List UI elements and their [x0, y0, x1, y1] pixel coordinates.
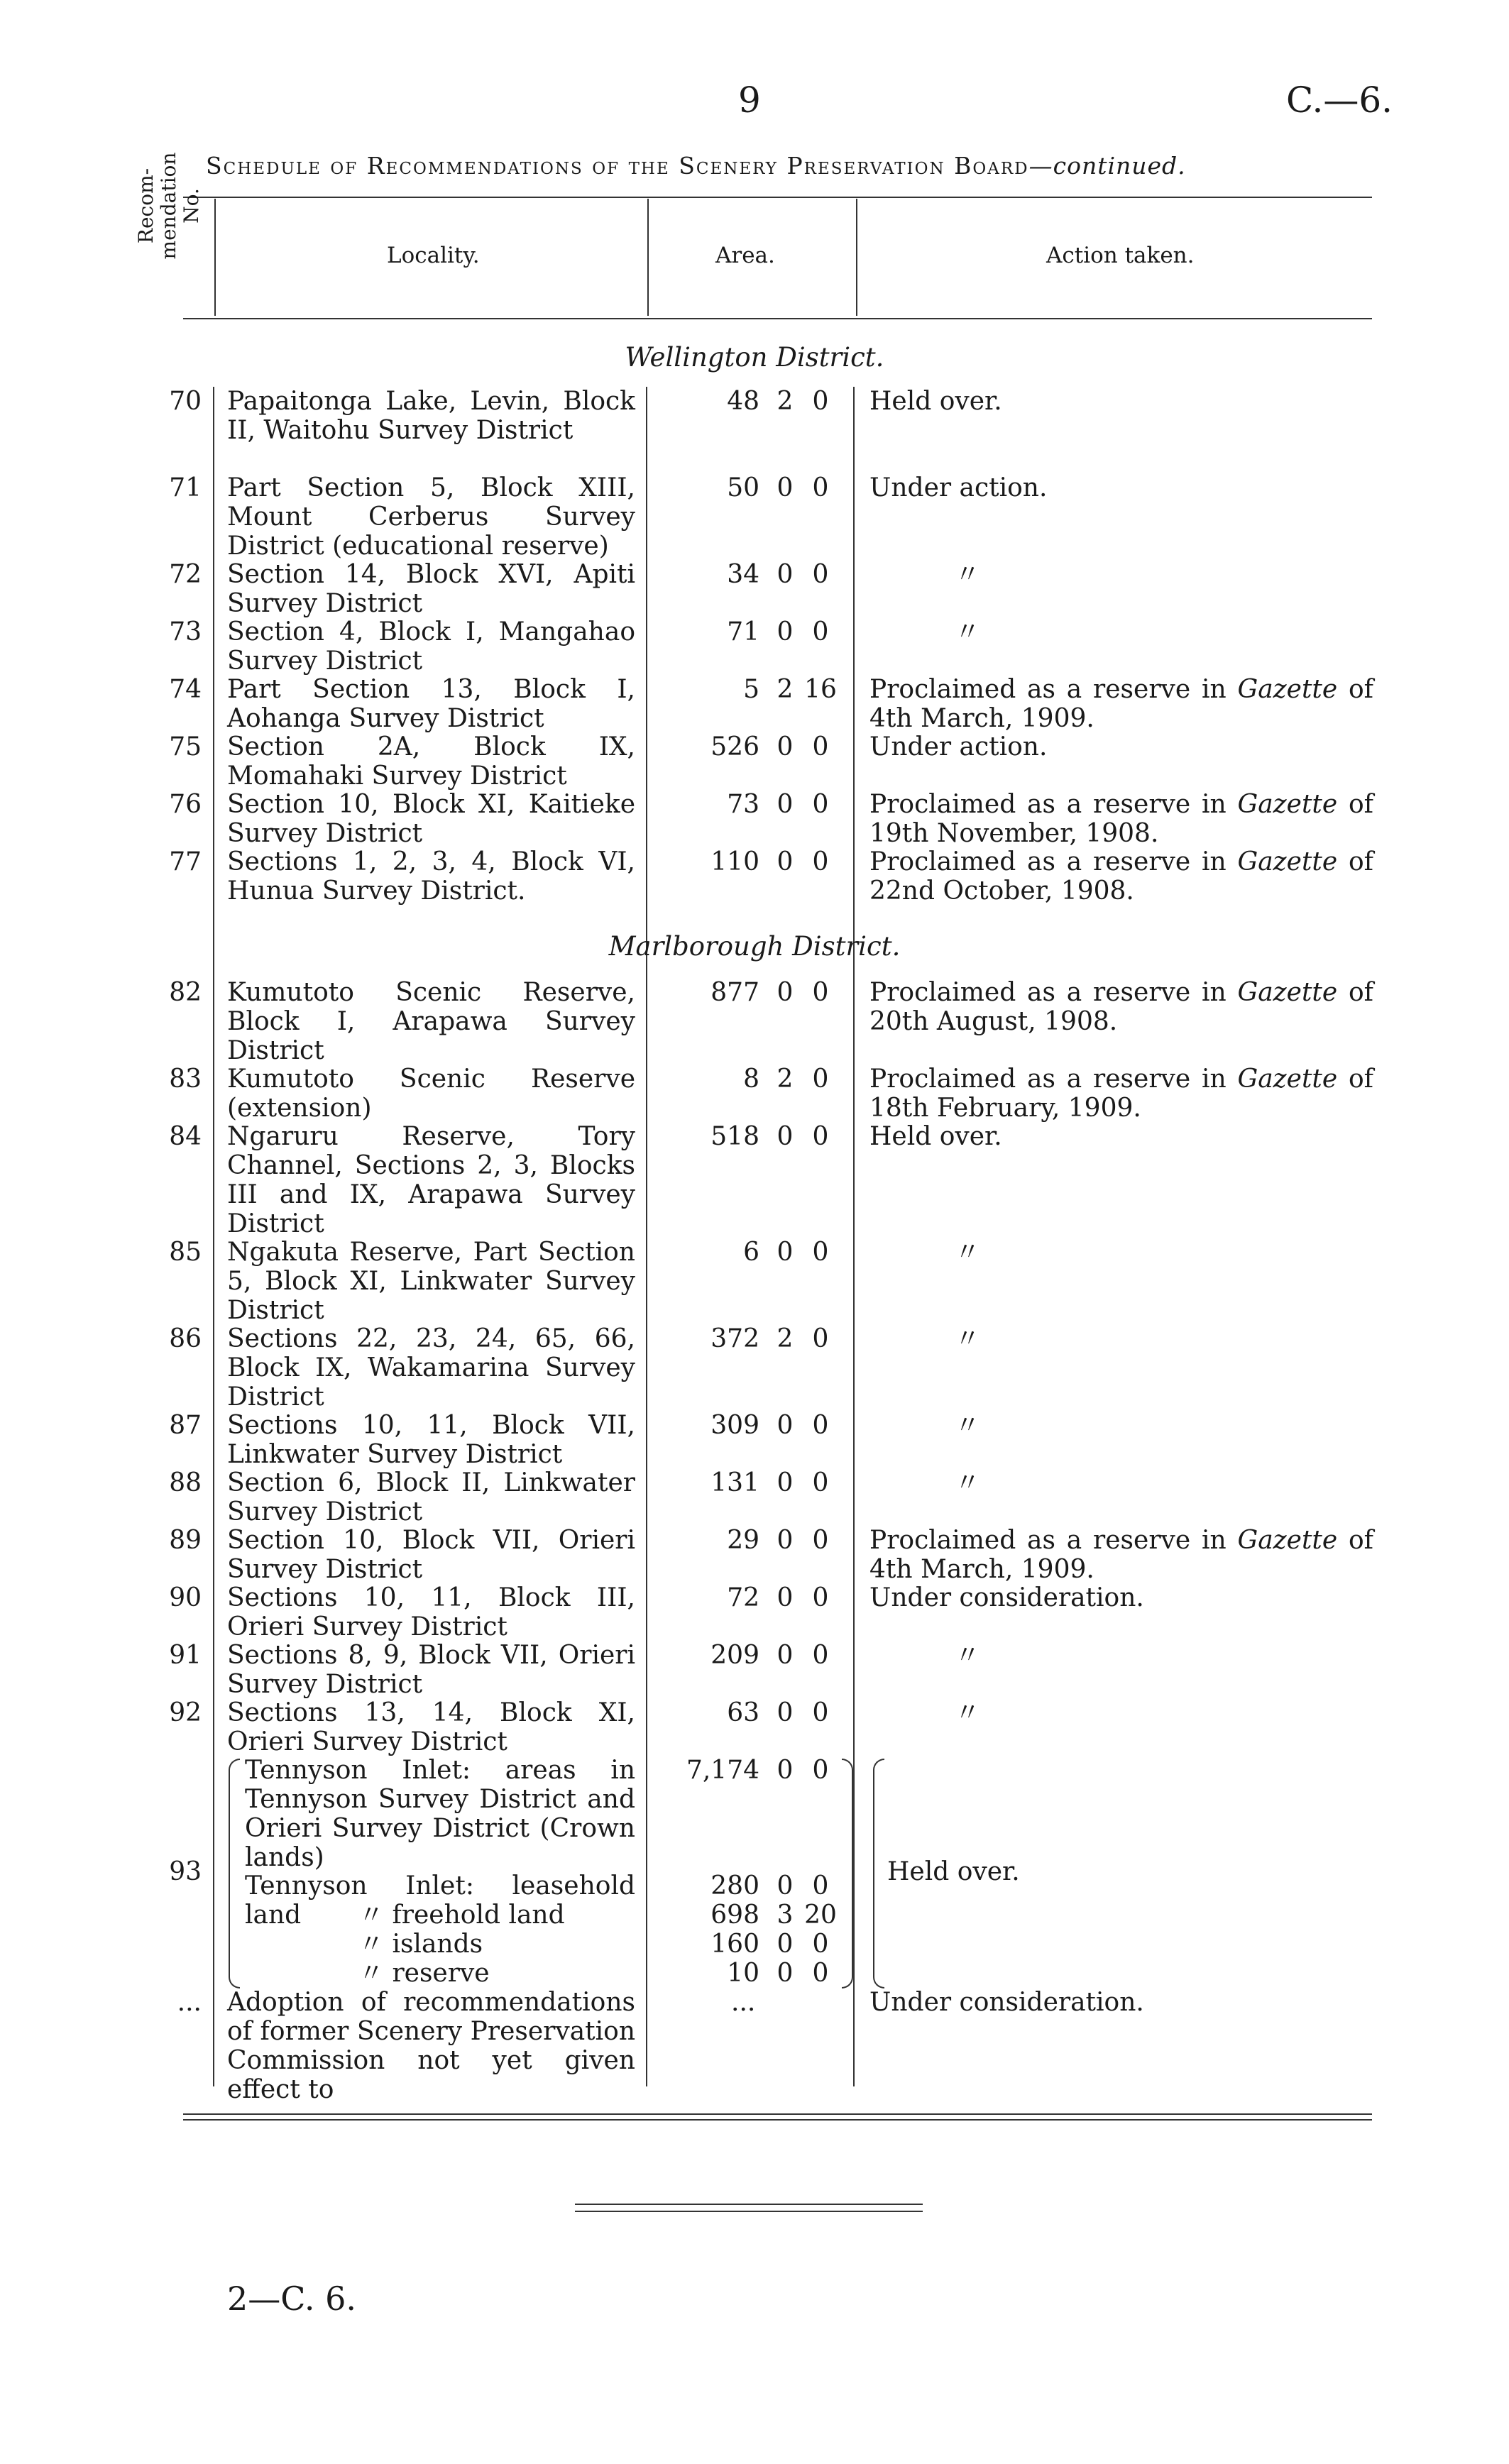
recommendation-number: 76: [169, 790, 202, 819]
area-perches: 0: [812, 617, 829, 647]
area-roods: 2: [777, 387, 794, 416]
locality: Sections 13, 14, Block XI, Orieri Survey District: [227, 1698, 635, 1756]
area-acres: 71: [727, 617, 759, 647]
locality: Section 10, Block VII, Orieri Survey District: [227, 1526, 635, 1584]
recommendation-number: 70: [169, 387, 202, 416]
area-perches: 0: [812, 1324, 829, 1353]
locality: Papaitonga Lake, Levin, Block II, Waitohu Survey District: [227, 387, 635, 445]
locality: Sections 10, 11, Block III, Orieri Survey District: [227, 1583, 635, 1641]
area-acres: 34: [727, 560, 759, 589]
area-perches: 0: [812, 1065, 829, 1094]
area-roods: 0: [777, 1526, 794, 1555]
action-taken: 〃: [955, 1411, 981, 1440]
area-acres: 209: [710, 1641, 759, 1670]
area-perches: 20: [804, 1901, 837, 1930]
area-roods: 0: [777, 1468, 794, 1497]
action-taken: Held over.: [869, 1122, 1002, 1151]
area-roods: 2: [777, 1324, 794, 1353]
locality: Part Section 13, Block I, Aohanga Survey District: [227, 675, 635, 733]
area-perches: 0: [812, 978, 829, 1007]
recommendation-number: 92: [169, 1698, 202, 1727]
action-taken: 〃: [955, 617, 981, 647]
col-header-area: Area.: [715, 243, 775, 268]
action-taken: Proclaimed as a reserve in Gazette of 20th August, 1908.: [869, 978, 1373, 1036]
recommendation-number: 71: [169, 473, 202, 502]
recommendation-number: 88: [169, 1468, 202, 1497]
area-acres: 48: [727, 387, 759, 416]
area-acres: 7,174: [686, 1756, 759, 1785]
title-continued: —continued.: [1028, 152, 1186, 180]
recommendation-number: 83: [169, 1065, 202, 1094]
locality: Section 14, Block XVI, Apiti Survey District: [227, 560, 635, 618]
end-rule: [575, 2211, 923, 2212]
area-perches: 0: [812, 847, 829, 876]
body-divider: [853, 387, 855, 2086]
area-roods: 0: [777, 1756, 794, 1785]
area-acres: 877: [710, 978, 759, 1007]
area-roods: 2: [777, 1065, 794, 1094]
locality: Tennyson Inlet: leasehold land: [245, 1871, 635, 1930]
gazette-ref: Gazette: [1237, 978, 1338, 1007]
area-perches: 0: [812, 1411, 829, 1440]
area-acres: 29: [727, 1526, 759, 1555]
locality: Kumutoto Scenic Reserve (extension): [227, 1065, 635, 1123]
sheet-signature: 2—C. 6.: [227, 2279, 356, 2318]
action-brace: [873, 1759, 884, 1989]
area-perches: 0: [812, 1930, 829, 1959]
area-acres: 50: [727, 473, 759, 502]
area-perches: 0: [812, 1526, 829, 1555]
col-header-no: Recom-mendation No.: [134, 152, 203, 260]
area-roods: 0: [777, 1959, 794, 1988]
action-taken: Under consideration.: [869, 1988, 1144, 2017]
area-perches: 0: [812, 1756, 829, 1785]
area-acres: 309: [710, 1411, 759, 1440]
col-header-action: Action taken.: [1046, 243, 1195, 268]
locality: Ngakuta Reserve, Part Section 5, Block XI, Linkwater Survey District: [227, 1238, 635, 1325]
area-roods: 0: [777, 1411, 794, 1440]
area-roods: 0: [777, 732, 794, 761]
area-perches: 0: [812, 1122, 829, 1151]
area-acres: 72: [727, 1583, 759, 1612]
locality: 〃 freehold land: [358, 1901, 565, 1930]
action-taken: Under action.: [869, 473, 1048, 502]
area-roods: 0: [777, 847, 794, 876]
locality-brace: [229, 1759, 240, 1989]
area-acres: 280: [710, 1871, 759, 1901]
district-heading: Wellington District.: [625, 342, 884, 373]
area-roods: 0: [777, 617, 794, 647]
header-bottom-rule: [183, 318, 1372, 319]
area-acres: 698: [710, 1901, 759, 1930]
district-heading: Marlborough District.: [608, 931, 901, 962]
action-taken: Proclaimed as a reserve in Gazette of 19th November, 1908.: [869, 790, 1373, 848]
area-perches: 0: [812, 790, 829, 819]
locality: Part Section 5, Block XIII, Mount Cerberus Survey District (educational reserve): [227, 473, 635, 561]
area-roods: 0: [777, 1930, 794, 1959]
recommendation-number: ...: [177, 1988, 202, 2017]
area-acres: 518: [710, 1122, 759, 1151]
recommendation-number: 75: [169, 732, 202, 761]
area-roods: 0: [777, 1122, 794, 1151]
header-divider: [214, 199, 216, 316]
area-acres: 73: [727, 790, 759, 819]
locality: Sections 22, 23, 24, 65, 66, Block IX, Wakamarina Survey District: [227, 1324, 635, 1412]
recommendation-number: 84: [169, 1122, 202, 1151]
area-perches: 0: [812, 1468, 829, 1497]
area-roods: 0: [777, 1698, 794, 1727]
area-acres: 160: [710, 1930, 759, 1959]
table-bottom-rule: [183, 2113, 1372, 2115]
area-perches: 0: [812, 1959, 829, 1988]
area-perches: 0: [812, 560, 829, 589]
area-perches: 0: [812, 473, 829, 502]
table-top-rule: [183, 197, 1372, 198]
area-roods: 0: [777, 560, 794, 589]
area-acres: 110: [710, 847, 759, 876]
area-roods: 0: [777, 978, 794, 1007]
recommendation-number: 72: [169, 560, 202, 589]
area-roods: 0: [777, 473, 794, 502]
action-taken: 〃: [955, 1238, 981, 1267]
area-acres: 5: [743, 675, 759, 704]
header-divider: [647, 199, 649, 316]
locality: Section 4, Block I, Mangahao Survey District: [227, 617, 635, 676]
area-roods: 0: [777, 790, 794, 819]
area-acres: 8: [743, 1065, 759, 1094]
area-acres: 63: [727, 1698, 759, 1727]
locality: Ngaruru Reserve, Tory Channel, Sections 2, 3, Blocks III and IX, Arapawa Survey District: [227, 1122, 635, 1238]
action-taken: Proclaimed as a reserve in Gazette of 22nd October, 1908.: [869, 847, 1373, 906]
locality: Sections 10, 11, Block VII, Linkwater Survey District: [227, 1411, 635, 1469]
area-perches: 0: [812, 1698, 829, 1727]
action-taken: 〃: [955, 1698, 981, 1727]
action-taken: Under consideration.: [869, 1583, 1144, 1612]
recommendation-number: 87: [169, 1411, 202, 1440]
recommendation-number: 85: [169, 1238, 202, 1267]
area-roods: 0: [777, 1871, 794, 1901]
gazette-ref: Gazette: [1237, 1526, 1338, 1555]
recommendation-number: 73: [169, 617, 202, 647]
locality: Tennyson Inlet: areas in Tennyson Survey District and Orieri Survey District (Crown lands): [245, 1756, 635, 1872]
document-code: C.—6.: [1286, 79, 1393, 121]
locality: 〃 islands: [358, 1930, 483, 1959]
area-roods: 2: [777, 675, 794, 704]
action-taken: 〃: [955, 1641, 981, 1670]
locality: Adoption of recommendations of former Scenery Preservation Commission not yet given effect to: [227, 1988, 635, 2104]
header-divider: [856, 199, 857, 316]
area-acres: 6: [743, 1238, 759, 1267]
area-brace: [842, 1759, 853, 1989]
area-acres: 372: [710, 1324, 759, 1353]
gazette-ref: Gazette: [1237, 1065, 1338, 1094]
action-taken: Held over.: [869, 387, 1002, 416]
action-taken: Under action.: [869, 732, 1048, 761]
recommendation-number: 86: [169, 1324, 202, 1353]
area-perches: 16: [804, 675, 837, 704]
gazette-ref: Gazette: [1237, 790, 1338, 819]
area-perches: 0: [812, 387, 829, 416]
locality: Section 6, Block II, Linkwater Survey District: [227, 1468, 635, 1527]
table-bottom-rule: [183, 2119, 1372, 2121]
end-rule: [575, 2204, 923, 2205]
area-roods: 0: [777, 1641, 794, 1670]
locality: Sections 1, 2, 3, 4, Block VI, Hunua Survey District.: [227, 847, 635, 906]
locality: Kumutoto Scenic Reserve, Block I, Arapawa Survey District: [227, 978, 635, 1065]
action-taken: Proclaimed as a reserve in Gazette of 4th March, 1909.: [869, 1526, 1373, 1584]
recommendation-number: 74: [169, 675, 202, 704]
area-acres: 131: [710, 1468, 759, 1497]
locality: 〃 reserve: [358, 1959, 490, 1988]
area-roods: 3: [777, 1901, 794, 1930]
body-divider: [213, 387, 214, 2086]
page-number: 9: [738, 79, 761, 121]
recommendation-number: 77: [169, 847, 202, 876]
gazette-ref: Gazette: [1237, 675, 1338, 704]
action-taken: 〃: [955, 1324, 981, 1353]
recommendation-number: 82: [169, 978, 202, 1007]
area-perches: 0: [812, 1238, 829, 1267]
action-taken: 〃: [955, 1468, 981, 1497]
gazette-ref: Gazette: [1237, 847, 1338, 876]
recommendation-number: 93: [169, 1857, 202, 1886]
area-perches: 0: [812, 1871, 829, 1901]
area-perches: 0: [812, 1583, 829, 1612]
recommendation-number: 89: [169, 1526, 202, 1555]
action-taken: Held over.: [887, 1857, 1020, 1886]
page-title: [206, 152, 1186, 180]
recommendation-number: 91: [169, 1641, 202, 1670]
col-header-locality: Locality.: [387, 243, 480, 268]
area-value: ...: [731, 1988, 756, 2017]
locality: Section 10, Block XI, Kaitieke Survey District: [227, 790, 635, 848]
recommendation-number: 90: [169, 1583, 202, 1612]
area-acres: 526: [710, 732, 759, 761]
title-main: Schedule of Recommendations of the Scenery Preservation Board: [206, 152, 1029, 180]
locality: Sections 8, 9, Block VII, Orieri Survey District: [227, 1641, 635, 1699]
action-taken: Proclaimed as a reserve in Gazette of 4th March, 1909.: [869, 675, 1373, 733]
area-roods: 0: [777, 1583, 794, 1612]
area-perches: 0: [812, 732, 829, 761]
action-taken: Proclaimed as a reserve in Gazette of 18th February, 1909.: [869, 1065, 1373, 1123]
area-acres: 10: [727, 1959, 759, 1988]
area-roods: 0: [777, 1238, 794, 1267]
action-taken: 〃: [955, 560, 981, 589]
area-perches: 0: [812, 1641, 829, 1670]
locality: Section 2A, Block IX, Momahaki Survey District: [227, 732, 635, 791]
body-divider: [646, 387, 647, 2086]
